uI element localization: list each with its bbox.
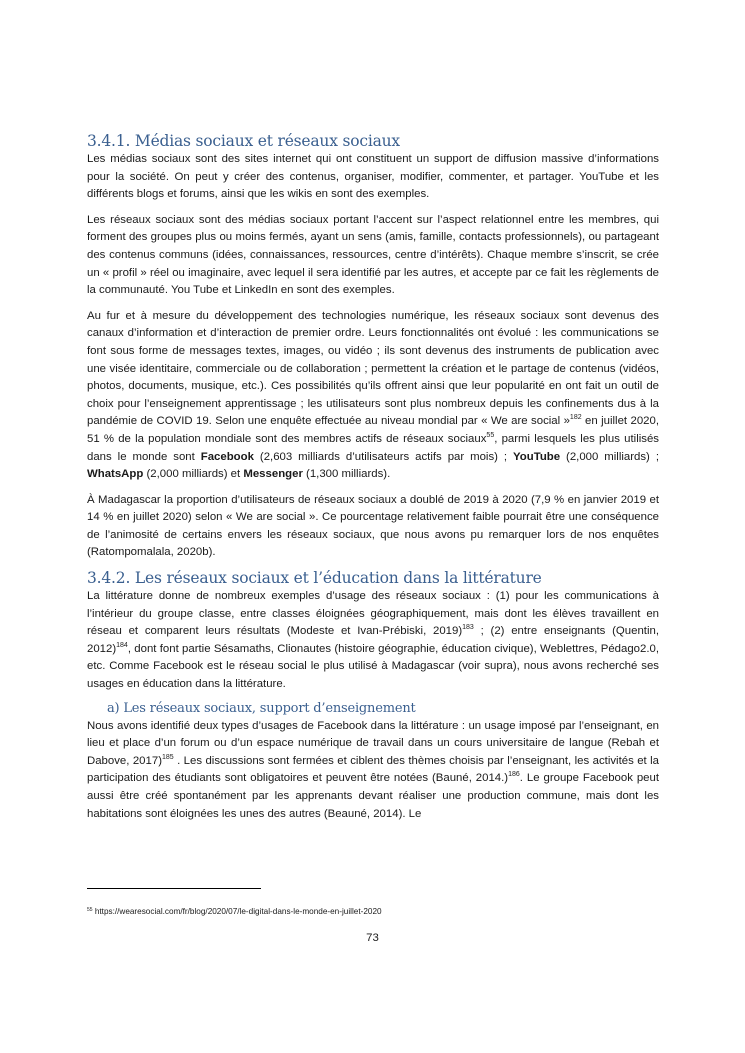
footnote-ref[interactable]: 186	[508, 771, 520, 779]
footnote-ref[interactable]: 183	[462, 624, 474, 632]
page-number: 73	[366, 932, 379, 944]
bold-term-youtube: YouTube	[513, 450, 561, 463]
section-heading-3-4-2: 3.4.2. Les réseaux sociaux et l’éducation dans la littérature	[87, 569, 542, 588]
subsection-heading-a: a) Les réseaux sociaux, support d’enseignement	[107, 700, 416, 716]
paragraph: Au fur et à mesure du développement des technologies numérique, les réseaux sociaux sont devenus des canaux d’information et d’interaction de premier ordre. Leurs fonctionnalités ont évolué : les communications se font sous forme de messages textes, images, ou vidéo ; ils sont devenus des instruments de publication avec une visée identitaire, commerciale ou de collaboration ; permettent la création et le partage de contenus (vidéos, photos, documents, musique, etc.). Ces possibilités qu’ils offrent ainsi que leur popularité en ont fait un outil de choix pour l’enseignement apprentissage ; les utilisateurs sont plus nombreux depuis les confinements dus à la pandémie de COVID 19. Selon une enquête effectuée au niveau mondial par « We are social »$^{182}$ en juillet 2020, 51 % de la population mondiale sont des membres actifs de réseaux sociaux$^{55}$, parmi lesquels les plus utilisés dans le monde sont Facebook (2,603 milliards d’utilisateurs actifs par mois) ; YouTube (2,000 milliards) ; WhatsApp (2,000 milliards) et Messenger (1,300 milliards).	[87, 309, 659, 481]
bold-term-facebook: Facebook	[200, 450, 254, 463]
footnote	[87, 907, 382, 916]
bold-term-whatsapp: WhatsApp	[87, 468, 144, 481]
footnote-separator	[87, 888, 261, 889]
document-page	[87, 131, 659, 831]
paragraph: Les réseaux sociaux sont des médias sociaux portant l’accent sur l’aspect relationnel entre les membres, qui forment des groupes plus ou moins fermés, ayant un sens (amis, famille, contacts professionnels), ou partageant des contenus communs (idées, connaissances, ressources, centre d’intérêts). Chaque membre s’inscrit, se crée un « profil » réel ou imaginaire, avec lequel il sera identifié par les autres, et accepte par ce fait les règlements de la communauté. You Tube et LinkedIn en sont des exemples.	[87, 213, 659, 297]
bold-term-messenger: Messenger	[243, 468, 303, 481]
footnote-ref[interactable]: 184	[116, 641, 128, 649]
footnote-link[interactable]: https://wearesocial.com/fr/blog/2020/07/le-digital-dans-le-monde-en-juillet-2020	[92, 907, 382, 916]
paragraph: Nous avons identifié deux types d’usages de Facebook dans la littérature : un usage imposé par l’enseignant, en lieu et place d’un forum ou d’un espace numérique de travail dans un cours universitaire de langue (Rebah et Dabove, 2017)$^{185}$ . Les discussions sont fermées et ciblent des thèmes choisis par l’enseignant, les activités et la participation des étudiants sont obligatoires et peuvent être notées (Bauné, 2014.)$^{186}$. Le groupe Facebook peut aussi être créé spontanément par les apprenants devant réaliser une production commune, mais dont les habitations sont éloignées les unes des autres (Beauné, 2014). Le	[87, 719, 659, 820]
paragraph: À Madagascar la proportion d’utilisateurs de réseaux sociaux a doublé de 2019 à 2020 (7,9 % en janvier 2019 et 14 % en juillet 2020) selon « We are social ». Ce pourcentage relativement faible pourrait être une conséquence de l’animosité de certains envers les réseaux sociaux, que nous avons pu remarquer lors de nos enquêtes (Ratompomalala, 2020b).	[87, 493, 659, 559]
footnote-ref[interactable]: 182	[569, 414, 582, 422]
paragraph: Les médias sociaux sont des sites internet qui ont constituent un support de diffusion massive d’informations pour la société. On peut y créer des contenus, organiser, modifier, commenter, et partager. YouTube et les différents blogs et forums, ainsi que les wikis en sont des exemples.	[87, 153, 659, 201]
paragraph: La littérature donne de nombreux exemples d’usage des réseaux sociaux : (1) pour les communications à l’intérieur du groupe classe, entre classes éloignées géographiquement, mais dont les élèves travaillent en réseau et comparent leurs résultats (Modeste et Ivan-Prébiski, 2019)$^{183}$ ; (2) entre enseignants (Quentin, 2012)$^{184}$, dont font partie Sésamaths, Clionautes (histoire géographie, éducation civique), Weblettres, Pédago2.0, etc. Comme Facebook est le réseau social le plus utilisé à Madagascar (voir supra), nous avons recherché ses usages en éducation dans la littérature.	[87, 590, 659, 691]
footnote-marker: 55	[87, 907, 93, 913]
footnote-ref[interactable]: 55	[486, 431, 495, 439]
footnote-ref[interactable]: 185	[161, 753, 174, 761]
section-heading-3-4-1: 3.4.1. Médias sociaux et réseaux sociaux	[87, 132, 400, 150]
